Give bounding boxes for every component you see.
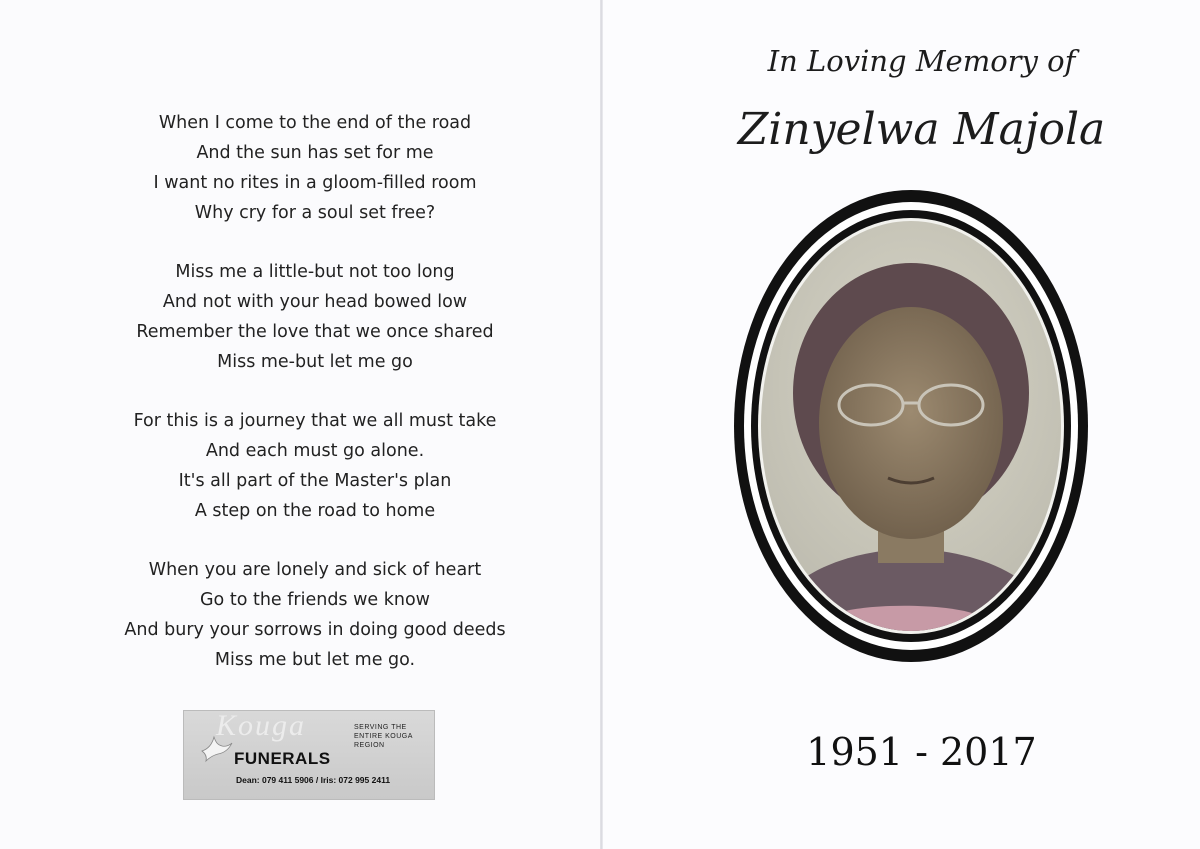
poem-stanza — [95, 406, 535, 526]
poem — [95, 108, 535, 704]
poem-line: And each must go alone. — [205, 441, 425, 461]
deceased-name: Zinyelwa Majola — [737, 104, 1106, 155]
poem-line: And bury your sorrows in doing good deeds — [124, 620, 506, 640]
poem-stanza — [95, 257, 535, 377]
memorial-heading: In Loving Memory of — [767, 44, 1076, 78]
poem-line: And not with your head bowed low — [162, 292, 468, 312]
portrait-photo — [728, 183, 1094, 669]
poem-line: And the sun has set for me — [196, 143, 434, 163]
poem-line: I want no rites in a gloom-filled room — [153, 173, 477, 193]
advert-tagline: SERVING THE ENTIRE KOUGA REGION — [354, 724, 413, 749]
poem-stanza — [95, 555, 535, 675]
poem-line: Miss me a little-but not too long — [175, 262, 455, 282]
dove-icon — [198, 729, 234, 765]
funeral-advert — [183, 710, 435, 800]
life-years: 1951 - 2017 — [806, 730, 1037, 774]
poem-line: Miss me but let me go. — [214, 650, 416, 670]
right-page — [603, 0, 1200, 849]
poem-line: Remember the love that we once shared — [136, 322, 494, 342]
poem-line: For this is a journey that we all must take — [133, 411, 497, 431]
poem-line: Why cry for a soul set free? — [194, 203, 436, 223]
poem-stanza — [95, 108, 535, 228]
advert-brand-logo: Kouga — [216, 710, 307, 742]
advert-name: FUNERALS — [234, 749, 331, 768]
poem-line: When you are lonely and sick of heart — [148, 560, 482, 580]
poem-line: When I come to the end of the road — [158, 113, 472, 133]
poem-line: It's all part of the Master's plan — [178, 471, 452, 491]
poem-line: A step on the road to home — [194, 501, 436, 521]
poem-line: Go to the friends we know — [200, 590, 430, 610]
advert-contacts: Dean: 079 411 5906 / Iris: 072 995 2411 — [236, 775, 391, 785]
poem-line: Miss me-but let me go — [217, 352, 413, 372]
